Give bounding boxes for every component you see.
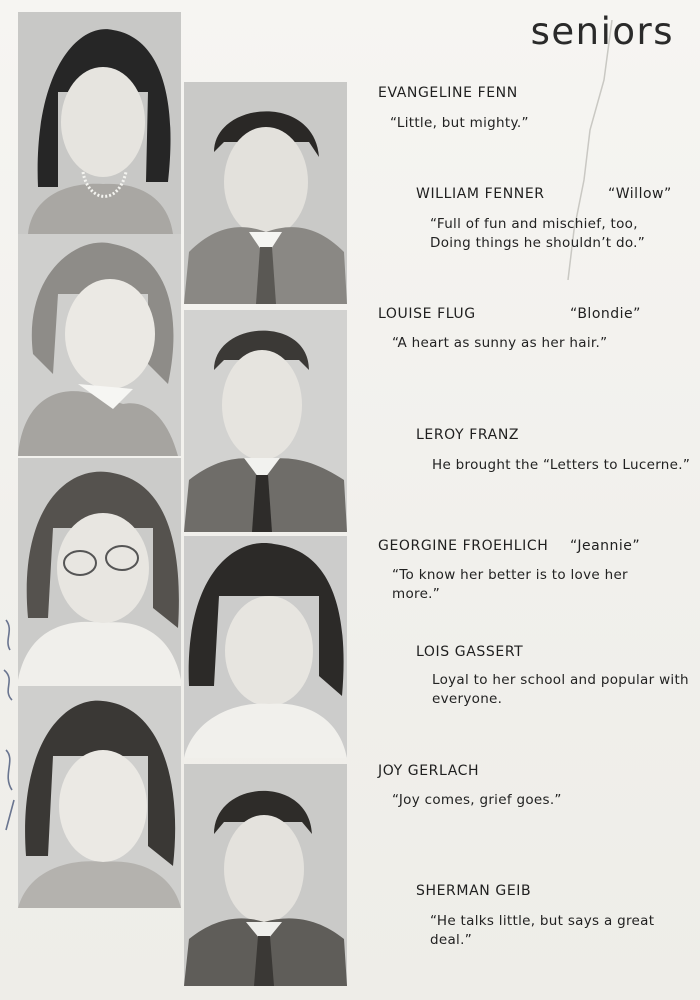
portrait-photo-sherman-geib xyxy=(184,764,347,986)
senior-quote-sherman-geib: “He talks little, but says a great deal.” xyxy=(430,913,655,948)
portrait-photo-georgine-froehlich xyxy=(18,458,181,680)
senior-nickname-william-fenner: “Willow” xyxy=(608,186,672,202)
female-portrait-icon xyxy=(184,536,347,758)
page-heading: seniors xyxy=(530,10,674,53)
male-portrait-icon xyxy=(184,764,347,986)
quote-line: more.” xyxy=(392,586,441,602)
senior-quote-william-fenner xyxy=(430,215,645,253)
senior-quote-georgine-froehlich xyxy=(392,566,628,604)
quote-line: “Full of fun and mischief, too, xyxy=(430,216,638,232)
portrait-photo-joy-gerlach xyxy=(18,686,181,908)
portrait-photo-william-fenner xyxy=(184,82,347,304)
portrait-photo-louise-flug xyxy=(18,234,181,456)
female-portrait-icon xyxy=(18,686,181,908)
quote-line: Loyal to her school and popular with xyxy=(432,672,689,688)
portrait-photo-evangeline-fenn xyxy=(18,12,181,234)
quote-line: “To know her better is to love her xyxy=(392,567,628,583)
male-portrait-icon xyxy=(184,82,347,304)
senior-quote-lois-gassert xyxy=(432,671,689,709)
senior-quote-louise-flug: “A heart as sunny as her hair.” xyxy=(392,335,608,351)
senior-name-leroy-franz: LEROY FRANZ xyxy=(416,427,520,443)
senior-name-joy-gerlach: JOY GERLACH xyxy=(378,763,480,779)
portrait-photo-leroy-franz xyxy=(184,310,347,532)
female-portrait-icon xyxy=(18,458,181,680)
senior-nickname-georgine-froehlich: “Jeannie” xyxy=(570,538,641,554)
senior-quote-evangeline-fenn: “Little, but mighty.” xyxy=(390,115,529,131)
portrait-photo-lois-gassert xyxy=(184,536,347,758)
senior-quote-joy-gerlach: “Joy comes, grief goes.” xyxy=(392,792,562,808)
senior-name-william-fenner: WILLIAM FENNER xyxy=(416,186,545,202)
quote-line: everyone. xyxy=(432,691,503,707)
senior-quote-leroy-franz: He brought the “Letters to Lucerne.” xyxy=(432,457,691,473)
male-portrait-icon xyxy=(184,310,347,532)
senior-name-sherman-geib: SHERMAN GEIB xyxy=(416,883,532,899)
senior-name-evangeline-fenn: EVANGELINE FENN xyxy=(378,85,518,101)
senior-nickname-louise-flug: “Blondie” xyxy=(570,306,641,322)
senior-name-lois-gassert: LOIS GASSERT xyxy=(416,644,524,660)
quote-line: Doing things he shouldn’t do.” xyxy=(430,235,646,251)
senior-name-louise-flug: LOUISE FLUG xyxy=(378,306,476,322)
female-portrait-icon xyxy=(18,12,181,234)
senior-name-georgine-froehlich: GEORGINE FROEHLICH xyxy=(378,538,549,554)
female-portrait-icon xyxy=(18,234,181,456)
